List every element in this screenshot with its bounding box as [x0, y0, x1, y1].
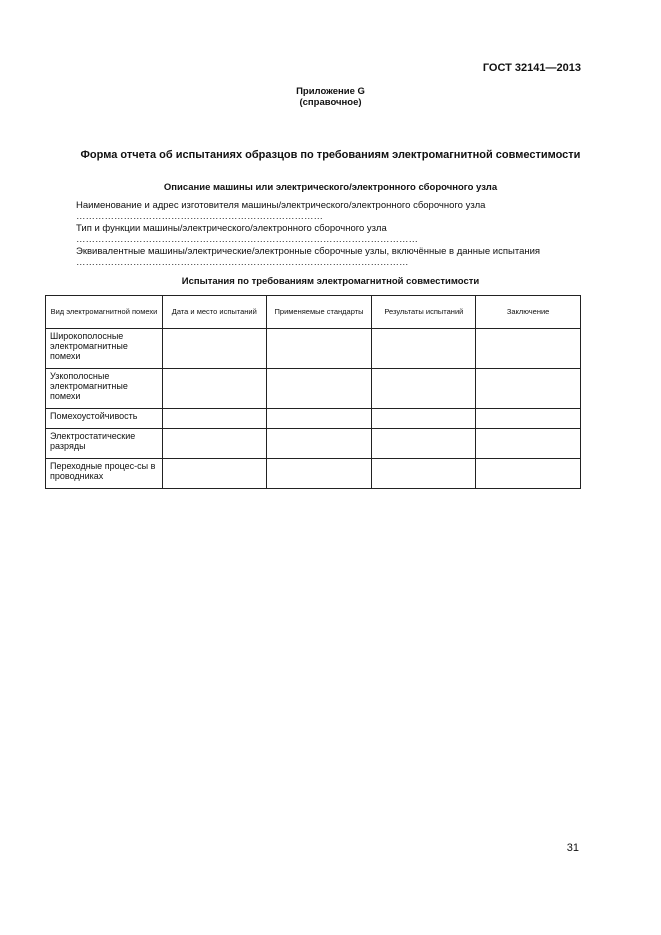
table-cell[interactable] — [266, 329, 372, 369]
table-header-row — [46, 296, 581, 329]
table-cell[interactable] — [266, 409, 372, 429]
table-cell[interactable] — [162, 409, 266, 429]
row-label: Переходные процес-сы в проводниках — [46, 459, 163, 489]
annex-subtitle: (справочное) — [299, 97, 362, 108]
table-cell[interactable] — [476, 409, 581, 429]
row-label: Узкополосные электромагнитные помехи — [46, 369, 163, 409]
table-row — [46, 429, 581, 459]
tests-table — [45, 295, 581, 489]
table-row — [46, 329, 581, 369]
column-header: Дата и место испытаний — [162, 296, 266, 329]
table-cell[interactable] — [372, 329, 476, 369]
table-cell[interactable] — [372, 369, 476, 409]
tests-title: Испытания по требованиям электромагнитной совместимости — [181, 276, 480, 287]
column-header: Результаты испытаний — [372, 296, 476, 329]
field-manufacturer-label: Наименование и адрес изготовителя машины/электрического/электронного сборочного узла — [76, 200, 486, 211]
table-cell[interactable] — [162, 369, 266, 409]
table-cell[interactable] — [162, 429, 266, 459]
field-type-dots: ……………………………………………………………………………………………… — [76, 234, 418, 245]
table-cell[interactable] — [372, 459, 476, 489]
form-title: Форма отчета об испытаниях образцов по требованиям электромагнитной совместимости — [80, 149, 581, 161]
column-header: Применяемые стандарты — [266, 296, 372, 329]
page-number: 31 — [566, 842, 579, 854]
standard-number: ГОСТ 32141—2013 — [482, 62, 581, 74]
field-equivalent-label: Эквивалентные машины/электрические/электронные сборочные узлы, включённые в данные испытания — [76, 246, 541, 257]
table-cell[interactable] — [476, 369, 581, 409]
row-label: Помехоустойчивость — [46, 409, 163, 429]
table-row — [46, 369, 581, 409]
field-manufacturer-dots: …………………………………………………………………… — [76, 211, 323, 222]
table-cell[interactable] — [266, 369, 372, 409]
table-cell[interactable] — [266, 429, 372, 459]
annex-heading — [0, 86, 661, 108]
table-cell[interactable] — [266, 459, 372, 489]
row-label: Электростатические разряды — [46, 429, 163, 459]
table-cell[interactable] — [476, 329, 581, 369]
table-cell[interactable] — [162, 459, 266, 489]
table-cell[interactable] — [162, 329, 266, 369]
annex-title: Приложение G — [296, 86, 365, 97]
table-cell[interactable] — [476, 459, 581, 489]
table-cell[interactable] — [476, 429, 581, 459]
row-label: Широкополосные электромагнитные помехи — [46, 329, 163, 369]
table-row — [46, 459, 581, 489]
field-type-label: Тип и функции машины/электрического/электронного сборочного узла — [76, 223, 387, 234]
column-header: Заключение — [476, 296, 581, 329]
table-cell[interactable] — [372, 429, 476, 459]
table-cell[interactable] — [372, 409, 476, 429]
field-equivalent-dots: …………………………………………………………………………………………… — [76, 257, 409, 268]
table-row — [46, 409, 581, 429]
description-title: Описание машины или электрического/электронного сборочного узла — [163, 182, 498, 193]
column-header: Вид электромагнитной помехи — [46, 296, 163, 329]
